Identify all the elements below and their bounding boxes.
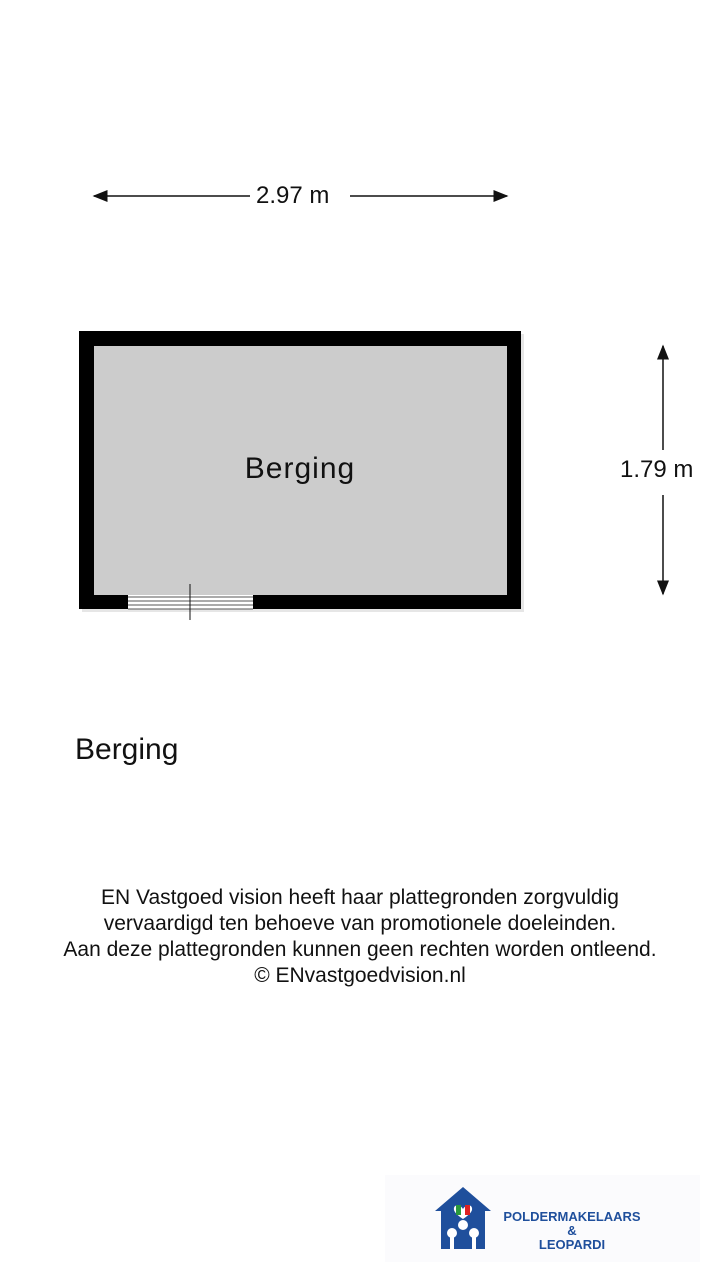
disclaimer-line-1: EN Vastgoed vision heeft haar plattegronden zorgvuldig: [101, 886, 619, 909]
height-dimension-label: 1.79 m: [620, 456, 694, 483]
copyright: © ENvastgoedvision.nl: [254, 964, 466, 987]
house-logo-icon: [433, 1185, 493, 1251]
room-label: Berging: [244, 452, 356, 485]
disclaimer-line-3: Aan deze plattegronden kunnen geen rechten worden ontleend.: [63, 938, 657, 961]
logo-text-line-1: POLDERMAKELAARS: [503, 1209, 641, 1224]
logo-text-line-3: LEOPARDI: [538, 1237, 606, 1252]
floor-label: Berging: [75, 733, 179, 766]
logo-text-line-2: &: [567, 1223, 577, 1238]
disclaimer-line-2: vervaardigd ten behoeve van promotionele doeleinden.: [103, 912, 617, 935]
width-dimension-label: 2.97 m: [250, 182, 335, 210]
brand-logo: [385, 1175, 700, 1262]
